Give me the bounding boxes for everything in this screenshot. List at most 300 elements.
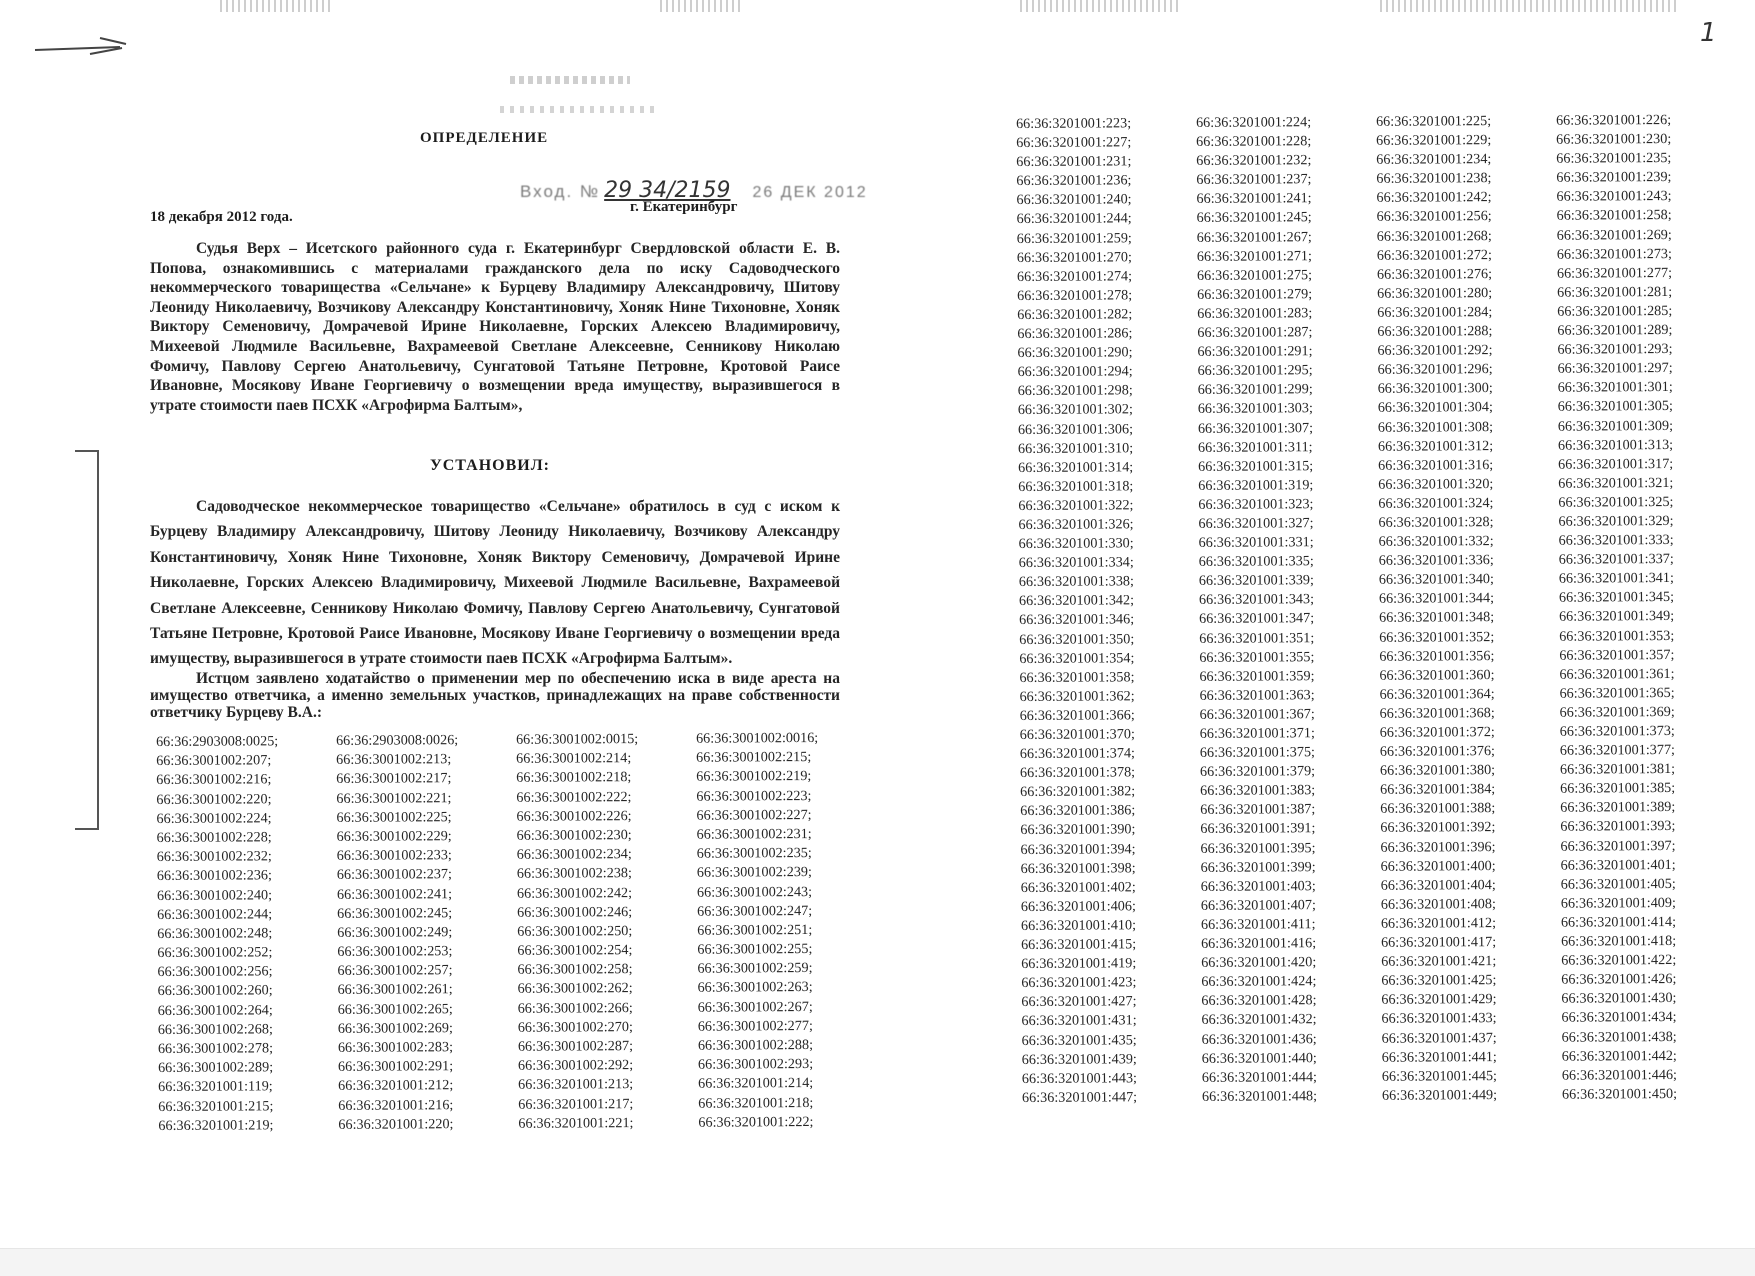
parcel-number: 66:36:3201001:305; <box>1557 398 1673 416</box>
parcel-number: 66:36:3201001:381; <box>1559 761 1676 778</box>
parcel-number: 66:36:3201001:382; <box>1020 783 1136 801</box>
parcel-number: 66:36:3201001:402; <box>1020 879 1136 896</box>
parcel-number: 66:36:3201001:219; <box>158 1117 274 1134</box>
parcel-number: 66:36:3201001:445; <box>1381 1067 1498 1085</box>
parcel-number: 66:36:3201001:391; <box>1200 820 1316 838</box>
parcel-number: 66:36:3201001:225; <box>1375 113 1492 130</box>
parcel-number: 66:36:3201001:322; <box>1018 497 1134 514</box>
parcel-number: 66:36:3001002:207; <box>156 752 272 770</box>
parcel-number: 66:36:3001002:244; <box>157 905 273 923</box>
parcel-number: 66:36:2903008:0025; <box>156 733 279 750</box>
parcel-number: 66:36:3201001:308; <box>1377 418 1494 436</box>
pen-mark-icon <box>30 30 130 60</box>
parcel-number: 66:36:3201001:283; <box>1197 305 1313 322</box>
left-parcel-list <box>156 730 878 1137</box>
parcel-number: 66:36:3001002:278; <box>157 1040 274 1057</box>
parcel-number: 66:36:3201001:286; <box>1017 325 1133 343</box>
parcel-number: 66:36:3201001:353; <box>1559 627 1675 645</box>
parcel-number: 66:36:3201001:273; <box>1556 245 1672 263</box>
parcel-number: 66:36:3201001:414; <box>1560 913 1677 931</box>
parcel-number: 66:36:3201001:351; <box>1199 629 1315 647</box>
parcel-number: 66:36:3201001:421; <box>1381 953 1497 970</box>
parcel-number: 66:36:3201001:269; <box>1556 226 1672 244</box>
parcel-number: 66:36:3201001:290; <box>1017 344 1133 362</box>
parcel-number: 66:36:3201001:338; <box>1018 573 1134 591</box>
parcel-number: 66:36:3001002:253; <box>337 943 453 960</box>
parcel-number: 66:36:3001002:291; <box>337 1058 454 1076</box>
parcel-number: 66:36:3201001:434; <box>1561 1009 1677 1027</box>
parcel-number: 66:36:3001002:236; <box>156 867 273 885</box>
faint-header <box>500 106 660 113</box>
parcel-number: 66:36:3201001:326; <box>1018 516 1134 533</box>
parcel-number: 66:36:3201001:412; <box>1380 915 1497 932</box>
motion-paragraph: Истцом заявлено ходатайство о применении мер по обеспечению иска в виде ареста на имущество ответчика, а именно земельных участков, принадлежащих на праве собственности ответчику Бурцеву В.А.: <box>150 670 840 721</box>
parcel-number: 66:36:3201001:433; <box>1381 1010 1497 1028</box>
parcel-number: 66:36:3201001:405; <box>1560 875 1676 893</box>
parcel-number: 66:36:3201001:272; <box>1376 246 1492 264</box>
parcel-number: 66:36:3201001:408; <box>1380 895 1496 913</box>
parcel-number: 66:36:3201001:324; <box>1378 494 1494 512</box>
parcel-number: 66:36:3001002:218; <box>516 769 632 787</box>
parcel-number: 66:36:3201001:244; <box>1016 210 1132 228</box>
document-title: ОПРЕДЕЛЕНИЕ <box>420 130 549 146</box>
parcel-number: 66:36:3001002:248; <box>157 925 273 942</box>
parcel-number: 66:36:3001002:234; <box>516 846 632 863</box>
parcel-number: 66:36:3001002:270; <box>517 1018 633 1036</box>
parcel-number: 66:36:3201001:313; <box>1557 436 1674 454</box>
parcel-number: 66:36:3201001:389; <box>1560 799 1676 817</box>
parcel-number: 66:36:3201001:295; <box>1197 362 1313 380</box>
parcel-number: 66:36:3201001:394; <box>1020 840 1136 858</box>
parcel-number: 66:36:3001002:221; <box>336 789 452 807</box>
parcel-number: 66:36:3201001:336; <box>1378 552 1494 569</box>
parcel-number: 66:36:3001002:241; <box>336 885 453 903</box>
parcel-number: 66:36:3201001:331; <box>1198 534 1314 551</box>
scan-artifact <box>660 0 740 12</box>
parcel-number: 66:36:3201001:441; <box>1381 1048 1497 1066</box>
parcel-number: 66:36:3201001:370; <box>1019 726 1135 743</box>
parcel-number: 66:36:3201001:289; <box>1557 322 1673 339</box>
parcel-number: 66:36:3201001:214; <box>698 1075 814 1093</box>
parcel-number: 66:36:3201001:369; <box>1559 703 1675 721</box>
parcel-number: 66:36:3201001:383; <box>1200 782 1316 800</box>
parcel-number: 66:36:3201001:335; <box>1198 553 1314 571</box>
scan-bottom-edge <box>0 1248 1755 1276</box>
parcel-number: 66:36:3201001:256; <box>1376 208 1492 226</box>
parcel-number: 66:36:3201001:448; <box>1201 1087 1318 1105</box>
parcel-number: 66:36:3201001:442; <box>1561 1047 1677 1065</box>
parcel-number: 66:36:3201001:425; <box>1381 972 1497 990</box>
parcel-number: 66:36:3001002:263; <box>697 979 813 997</box>
parcel-number: 66:36:3201001:340; <box>1378 571 1494 589</box>
parcel-number: 66:36:3201001:239; <box>1556 169 1672 186</box>
parcel-number: 66:36:3201001:447; <box>1021 1089 1138 1106</box>
parcel-number: 66:36:3201001:237; <box>1196 171 1312 189</box>
parcel-number: 66:36:3201001:280; <box>1377 284 1493 302</box>
document-city: г. Екатеринбург <box>630 199 738 215</box>
parcel-number: 66:36:3201001:302; <box>1017 401 1133 419</box>
parcel-number: 66:36:3201001:345; <box>1558 589 1675 607</box>
parcel-number: 66:36:3001002:217; <box>336 770 452 788</box>
faint-header <box>510 76 630 84</box>
parcel-number: 66:36:3201001:422; <box>1561 952 1677 969</box>
parcel-number: 66:36:3001002:250; <box>517 922 633 940</box>
parcel-number: 66:36:3201001:400; <box>1380 857 1496 875</box>
parcel-number: 66:36:3201001:358; <box>1019 669 1135 686</box>
parcel-number: 66:36:3201001:388; <box>1380 800 1496 818</box>
parcel-number: 66:36:3201001:213; <box>518 1076 634 1094</box>
parcel-number: 66:36:3201001:303; <box>1197 400 1313 418</box>
parcel-number: 66:36:3201001:325; <box>1558 493 1674 511</box>
parcel-number: 66:36:3201001:316; <box>1378 456 1494 474</box>
parcel-number: 66:36:3201001:390; <box>1020 821 1136 839</box>
parcel-number: 66:36:3201001:410; <box>1020 917 1137 934</box>
margin-tick <box>75 828 97 830</box>
parcel-number: 66:36:3201001:238; <box>1376 170 1492 188</box>
parcel-number: 66:36:3001002:245; <box>337 904 453 922</box>
parcel-number: 66:36:3201001:450; <box>1561 1085 1678 1103</box>
parcel-number: 66:36:3201001:430; <box>1561 990 1677 1007</box>
parcel-number: 66:36:3201001:216; <box>338 1096 454 1114</box>
parcel-number: 66:36:3201001:318; <box>1018 478 1134 495</box>
parcel-number: 66:36:3201001:242; <box>1376 189 1492 207</box>
parcel-number: 66:36:3201001:416; <box>1201 935 1317 952</box>
parcel-number: 66:36:3201001:443; <box>1021 1069 1138 1087</box>
parcel-number: 66:36:3201001:281; <box>1557 283 1673 301</box>
parcel-number: 66:36:3001002:255; <box>697 941 813 958</box>
parcel-number: 66:36:3201001:291; <box>1197 343 1313 361</box>
parcel-number: 66:36:3001002:222; <box>516 788 632 806</box>
parcel-number: 66:36:3201001:337; <box>1558 551 1674 568</box>
parcel-number: 66:36:3201001:386; <box>1020 802 1136 820</box>
parcel-number: 66:36:3201001:436; <box>1201 1030 1317 1048</box>
parcel-number: 66:36:3001002:213; <box>336 751 452 769</box>
parcel-number: 66:36:3201001:341; <box>1558 570 1674 587</box>
parcel-number: 66:36:3201001:329; <box>1558 512 1674 530</box>
parcel-number: 66:36:3001002:214; <box>516 750 632 767</box>
parcel-number: 66:36:3201001:315; <box>1198 457 1314 475</box>
parcel-number: 66:36:3001002:264; <box>157 1001 273 1019</box>
parcel-number: 66:36:3001002:230; <box>516 827 632 844</box>
parcel-number: 66:36:3201001:344; <box>1378 590 1495 608</box>
parcel-number: 66:36:3201001:271; <box>1196 247 1313 265</box>
parcel-number: 66:36:3201001:228; <box>1196 133 1312 150</box>
parcel-number: 66:36:3201001:359; <box>1199 667 1315 685</box>
parcel-number: 66:36:3001002:246; <box>517 903 633 921</box>
parcel-number: 66:36:3201001:282; <box>1017 306 1133 323</box>
parcel-number: 66:36:3201001:415; <box>1021 936 1137 954</box>
parcel-number: 66:36:3201001:365; <box>1559 684 1675 702</box>
parcel-number: 66:36:3001002:229; <box>336 828 452 845</box>
parcel-number: 66:36:3201001:384; <box>1380 781 1496 799</box>
parcel-number: 66:36:3201001:278; <box>1017 287 1133 304</box>
parcel-number: 66:36:3201001:240; <box>1016 191 1132 209</box>
parcel-number: 66:36:3201001:284; <box>1377 304 1493 321</box>
parcel-number: 66:36:3201001:420; <box>1201 954 1317 972</box>
parcel-number: 66:36:3201001:293; <box>1557 341 1673 358</box>
parcel-number: 66:36:3201001:439; <box>1021 1050 1137 1068</box>
parcel-number: 66:36:3201001:310; <box>1017 439 1134 457</box>
parcel-number: 66:36:3201001:258; <box>1556 207 1672 225</box>
parcel-number: 66:36:3201001:368; <box>1379 704 1495 722</box>
parcel-number: 66:36:3001002:223; <box>696 787 812 805</box>
parcel-number: 66:36:3201001:232; <box>1196 152 1312 170</box>
parcel-number: 66:36:3201001:296; <box>1377 361 1493 379</box>
parcel-number: 66:36:3001002:292; <box>517 1057 634 1074</box>
parcel-number: 66:36:3201001:332; <box>1378 533 1494 550</box>
parcel-number: 66:36:3201001:419; <box>1021 955 1137 973</box>
parcel-number: 66:36:3201001:343; <box>1198 591 1315 609</box>
parcel-number: 66:36:3001002:254; <box>517 942 633 959</box>
parcel-number: 66:36:3001002:224; <box>156 810 272 827</box>
parcel-number: 66:36:3001002:231; <box>696 825 812 843</box>
parcel-number: 66:36:3001002:227; <box>696 806 812 824</box>
parcel-number: 66:36:3201001:364; <box>1379 685 1495 703</box>
parcel-number: 66:36:3201001:277; <box>1556 264 1673 282</box>
claim-paragraph: Садоводческое некоммерческое товарищество «Сельчане» обратилось в суд с иском к Бурцеву Владимиру Александровичу, Шитову Леониду Николаевичу, Возчикову Александру Константиновичу, Хоняк Нине Тихоновне, Хоняк Виктору Семеновичу, Домрачевой Ирине Николаевне, Горских Алексею Владимировичу, Михеевой Людмиле Васильевне, Вахрамеевой Светлане Алексеевне, Сенникову Николаю Фомичу, Павлову Сергею Анатольевичу, Сунгатовой Татьяне Петровне, Кротовой Раисе Ивановне, Мосякову Иване Георгиевичу о возмещении вреда имуществу, выразившегося в утрате стоимости паев ПСХК «Агрофирма Балтым». <box>150 498 840 668</box>
parcel-number: 66:36:3201001:426; <box>1561 971 1677 988</box>
parcel-number: 66:36:3201001:387; <box>1200 801 1316 819</box>
parcel-number: 66:36:3201001:288; <box>1377 323 1493 340</box>
parcel-number: 66:36:3201001:406; <box>1020 898 1136 915</box>
parcel-number: 66:36:3201001:431; <box>1021 1012 1137 1030</box>
parcel-number: 66:36:3201001:398; <box>1020 859 1136 877</box>
parcel-number: 66:36:3201001:267; <box>1196 228 1312 246</box>
parcel-number: 66:36:3001002:277; <box>697 1017 813 1035</box>
parcel-number: 66:36:3001002:288; <box>697 1036 814 1054</box>
established-heading: УСТАНОВИЛ: <box>430 457 550 474</box>
parcel-number: 66:36:3201001:437; <box>1381 1029 1497 1047</box>
parcel-number: 66:36:3201001:379; <box>1199 763 1316 781</box>
parcel-number: 66:36:3001002:240; <box>156 886 273 904</box>
parcel-number: 66:36:3201001:311; <box>1197 438 1313 456</box>
parcel-number: 66:36:3201001:444; <box>1201 1068 1318 1086</box>
parcel-number: 66:36:3201001:243; <box>1556 188 1672 206</box>
parcel-number: 66:36:3201001:356; <box>1379 647 1495 665</box>
parcel-number: 66:36:3201001:301; <box>1557 379 1673 397</box>
parcel-number: 66:36:3201001:349; <box>1559 608 1675 626</box>
parcel-number: 66:36:3001002:256; <box>157 963 273 981</box>
parcel-number: 66:36:3001002:226; <box>516 807 632 825</box>
parcel-number: 66:36:3201001:229; <box>1376 132 1492 149</box>
parcel-number: 66:36:3201001:230; <box>1556 131 1672 148</box>
parcel-number: 66:36:3201001:259; <box>1016 229 1132 247</box>
parcel-number: 66:36:3201001:319; <box>1198 476 1314 494</box>
parcel-number: 66:36:2903008:0026; <box>335 732 459 749</box>
parcel-number: 66:36:3201001:217; <box>518 1095 634 1113</box>
parcel-number: 66:36:3201001:320; <box>1378 475 1494 493</box>
parcel-number: 66:36:3201001:221; <box>518 1114 634 1132</box>
parcel-number: 66:36:3201001:268; <box>1376 227 1492 245</box>
margin-tick <box>75 450 97 452</box>
parcel-number: 66:36:3201001:435; <box>1021 1031 1137 1049</box>
parcel-number: 66:36:3201001:363; <box>1199 686 1315 704</box>
parcel-number: 66:36:3001002:233; <box>336 847 452 865</box>
parcel-number: 66:36:3201001:327; <box>1198 515 1314 532</box>
scan-artifact <box>1020 0 1180 12</box>
parcel-number: 66:36:3201001:297; <box>1557 360 1673 377</box>
parcel-number: 66:36:3201001:226; <box>1555 111 1672 129</box>
page-number: 1 <box>1700 18 1717 48</box>
parcel-number: 66:36:3201001:397; <box>1560 837 1676 855</box>
intro-paragraph: Судья Верх – Исетского районного суда г. Екатеринбург Свердловской области Е. В. Попова, ознакомившись с материалами гражданского дела по иску Садоводческого некоммерческого товарищества «Сельчане» к Бурцеву Владимиру Александровичу, Шитову Леониду Николаевичу, Возчикову Александру Константиновичу, Хоняк Нине Тихоновне, Хоняк Виктору Семеновичу, Домрачевой Ирине Николаевне, Горских Алексею Владимировичу, Михеевой Людмиле Васильевне, Вахрамеевой Светлане Алексеевне, Сенникову Николаю Фомичу, Павлову Сергею Анатольевичу, Сунгатовой Татьяне Петровне, Кротовой Раисе Ивановне, Мосякову Иване Георгиевичу о возмещении вреда имуществу, выразившегося в утрате стоимости паев ПСХК «Агрофирма Балтым», <box>150 240 840 414</box>
parcel-number: 66:36:3201001:424; <box>1201 973 1317 991</box>
parcel-number: 66:36:3201001:392; <box>1380 819 1496 837</box>
parcel-number: 66:36:3001002:225; <box>336 808 452 826</box>
parcel-number: 66:36:3201001:245; <box>1196 209 1312 227</box>
parcel-number: 66:36:3201001:438; <box>1561 1028 1677 1046</box>
parcel-number: 66:36:3001002:259; <box>697 960 813 977</box>
parcel-number: 66:36:3201001:231; <box>1016 153 1132 171</box>
parcel-number: 66:36:3201001:409; <box>1560 894 1676 912</box>
parcel-number: 66:36:3201001:223; <box>1016 115 1132 132</box>
parcel-number: 66:36:3001002:289; <box>157 1059 274 1077</box>
parcel-number: 66:36:3201001:287; <box>1197 324 1313 341</box>
parcel-number: 66:36:3201001:312; <box>1377 437 1494 455</box>
parcel-number: 66:36:3201001:354; <box>1019 649 1135 667</box>
parcel-number: 66:36:3001002:247; <box>697 902 813 920</box>
parcel-number: 66:36:3001002:220; <box>156 790 272 808</box>
parcel-number: 66:36:3201001:321; <box>1558 474 1674 492</box>
parcel-number: 66:36:3001002:266; <box>517 999 633 1017</box>
parcel-number: 66:36:3201001:362; <box>1019 688 1135 705</box>
parcel-number: 66:36:3201001:375; <box>1199 744 1316 761</box>
parcel-number: 66:36:3201001:372; <box>1379 724 1495 741</box>
parcel-number: 66:36:3201001:236; <box>1016 172 1132 190</box>
parcel-number: 66:36:3201001:395; <box>1200 839 1316 857</box>
parcel-number: 66:36:3201001:380; <box>1379 762 1496 779</box>
parcel-number: 66:36:3201001:275; <box>1196 266 1313 284</box>
scan-artifact <box>220 0 330 12</box>
parcel-number: 66:36:3201001:215; <box>158 1097 274 1115</box>
parcel-number: 66:36:3201001:352; <box>1379 628 1495 646</box>
parcel-number: 66:36:3201001:348; <box>1379 609 1495 627</box>
parcel-number: 66:36:3201001:417; <box>1381 934 1497 951</box>
parcel-number: 66:36:3201001:411; <box>1200 916 1316 933</box>
parcel-number: 66:36:3001002:238; <box>516 865 633 883</box>
parcel-number: 66:36:3201001:317; <box>1558 455 1674 473</box>
parcel-number: 66:36:3201001:279; <box>1197 286 1313 303</box>
parcel-number: 66:36:3201001:377; <box>1559 742 1676 759</box>
parcel-number: 66:36:3201001:346; <box>1019 611 1135 629</box>
parcel-number: 66:36:3201001:274; <box>1016 268 1133 285</box>
parcel-number: 66:36:3201001:355; <box>1199 648 1315 666</box>
parcel-number: 66:36:3001002:0015; <box>515 731 639 748</box>
parcel-number: 66:36:3201001:227; <box>1016 134 1132 152</box>
parcel-number: 66:36:3201001:429; <box>1381 991 1497 1009</box>
parcel-number: 66:36:3001002:243; <box>696 883 813 901</box>
parcel-number: 66:36:3001002:283; <box>337 1039 454 1056</box>
parcel-number: 66:36:3201001:224; <box>1195 114 1312 131</box>
parcel-number: 66:36:3001002:287; <box>517 1038 634 1055</box>
parcel-number: 66:36:3201001:334; <box>1018 554 1134 572</box>
parcel-number: 66:36:3201001:300; <box>1377 380 1493 398</box>
parcel-number: 66:36:3201001:403; <box>1200 877 1316 895</box>
parcel-number: 66:36:3001002:261; <box>337 981 453 999</box>
parcel-number: 66:36:3201001:404; <box>1380 876 1496 894</box>
right-parcel-list <box>1016 112 1742 1109</box>
parcel-number: 66:36:3201001:234; <box>1376 151 1492 168</box>
parcel-number: 66:36:3201001:328; <box>1378 514 1494 531</box>
parcel-number: 66:36:3001002:269; <box>337 1020 453 1037</box>
parcel-number: 66:36:3001002:258; <box>517 961 633 979</box>
parcel-number: 66:36:3201001:314; <box>1018 458 1134 476</box>
parcel-number: 66:36:3201001:347; <box>1199 610 1315 628</box>
parcel-number: 66:36:3001002:237; <box>336 866 453 884</box>
parcel-number: 66:36:3201001:423; <box>1021 974 1137 992</box>
parcel-number: 66:36:3201001:399; <box>1200 858 1316 876</box>
parcel-number: 66:36:3201001:361; <box>1559 665 1675 683</box>
parcel-number: 66:36:3001002:251; <box>697 921 813 939</box>
parcel-number: 66:36:3001002:239; <box>696 864 812 882</box>
margin-line <box>97 450 99 830</box>
parcel-number: 66:36:3201001:342; <box>1018 592 1135 610</box>
incoming-date: 26 ДЕК 2012 <box>752 184 868 201</box>
scan-artifact <box>1380 0 1680 12</box>
parcel-number: 66:36:3201001:407; <box>1200 897 1316 914</box>
parcel-number: 66:36:3201001:350; <box>1019 630 1135 648</box>
parcel-number: 66:36:3201001:360; <box>1379 666 1495 684</box>
parcel-number: 66:36:3201001:235; <box>1556 150 1672 167</box>
parcel-number: 66:36:3201001:428; <box>1201 992 1317 1010</box>
parcel-number: 66:36:3001002:215; <box>696 749 812 766</box>
parcel-number: 66:36:3201001:119; <box>158 1078 273 1096</box>
parcel-number: 66:36:3201001:323; <box>1198 496 1314 513</box>
parcel-number: 66:36:3001002:257; <box>337 962 453 980</box>
parcel-number: 66:36:3201001:373; <box>1559 722 1675 740</box>
parcel-number: 66:36:3201001:306; <box>1017 420 1134 438</box>
parcel-number: 66:36:3201001:330; <box>1018 535 1134 553</box>
parcel-number: 66:36:3201001:440; <box>1201 1049 1317 1067</box>
parcel-number: 66:36:3201001:307; <box>1197 419 1314 437</box>
stamp-label: Вход. № <box>520 182 601 201</box>
parcel-number: 66:36:3201001:333; <box>1558 532 1674 549</box>
parcel-number: 66:36:3001002:252; <box>157 944 273 962</box>
parcel-number: 66:36:3201001:449; <box>1381 1086 1498 1104</box>
parcel-number: 66:36:3201001:218; <box>698 1094 814 1112</box>
parcel-number: 66:36:3201001:376; <box>1379 743 1496 760</box>
parcel-number: 66:36:3201001:371; <box>1199 725 1315 742</box>
parcel-number: 66:36:3001002:219; <box>696 768 812 786</box>
document-date: 18 декабря 2012 года. <box>150 209 293 225</box>
parcel-number: 66:36:3201001:432; <box>1201 1011 1317 1029</box>
parcel-number: 66:36:3001002:228; <box>156 829 272 846</box>
parcel-number: 66:36:3001002:267; <box>697 998 813 1016</box>
parcel-number: 66:36:3201001:366; <box>1019 707 1135 724</box>
parcel-number: 66:36:3001002:232; <box>156 848 272 866</box>
incoming-number: 29 34/2159 <box>604 178 731 203</box>
parcel-number: 66:36:3201001:285; <box>1557 302 1673 320</box>
parcel-number: 66:36:3201001:276; <box>1376 265 1493 283</box>
parcel-number: 66:36:3201001:270; <box>1016 248 1133 266</box>
parcel-number: 66:36:3201001:385; <box>1560 780 1676 797</box>
parcel-number: 66:36:3201001:220; <box>338 1115 454 1133</box>
parcel-number: 66:36:3201001:367; <box>1199 706 1315 723</box>
parcel-number: 66:36:3201001:396; <box>1380 838 1496 856</box>
parcel-number: 66:36:3201001:357; <box>1559 646 1675 664</box>
parcel-number: 66:36:3201001:309; <box>1557 417 1674 435</box>
parcel-number: 66:36:3201001:401; <box>1560 856 1676 874</box>
parcel-number: 66:36:3001002:235; <box>696 845 812 862</box>
parcel-number: 66:36:3201001:427; <box>1021 993 1137 1011</box>
parcel-number: 66:36:3201001:299; <box>1197 381 1313 399</box>
parcel-number: 66:36:3201001:298; <box>1017 382 1133 400</box>
parcel-number: 66:36:3001002:268; <box>157 1021 273 1038</box>
parcel-number: 66:36:3201001:212; <box>338 1077 454 1095</box>
parcel-number: 66:36:3201001:374; <box>1019 745 1136 763</box>
parcel-number: 66:36:3001002:0016; <box>695 729 819 747</box>
parcel-number: 66:36:3001002:249; <box>337 924 453 941</box>
